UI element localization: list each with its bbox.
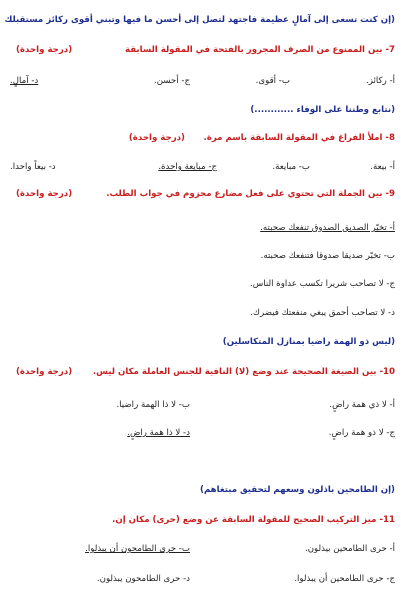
question-9-grade: (درجة واحدة) [16,189,73,199]
question-10-options-row2 [8,428,395,442]
question-9-option-a[interactable]: أ- تخيّر الصديق الصدوق تنفعك صحبته. [260,223,395,233]
quote-3: (ليس ذو الهمة راضيا بمنازل المتكاسلين) [222,337,395,347]
quote-1: (إن كنت تسعى إلى آمالٍ عظيمة فاجتهد لتصل إلى أحسن ما فيها وتبني أقوى ركائز مستقبلك [4,15,395,25]
option-a[interactable]: أ- ركائز. [366,76,395,86]
question-8-grade: (درجة واحدة) [128,133,185,143]
question-7-options [8,76,395,90]
option-d[interactable]: د- آمالٍ. [10,76,39,86]
option-c[interactable]: ج- مبايعة واحدة. [158,162,217,172]
option-b[interactable]: ب- لا ذا الهمة راضيا. [116,400,190,410]
option-a[interactable]: أ- حرى الطامحين بيذلون. [304,544,395,554]
quote-4: (إن الطامحين باذلون وسعهم لتحقيق مبتغاهم) [200,485,395,495]
option-b[interactable]: ب- مبايعة. [272,162,310,172]
option-b[interactable]: ب- حرى الطامحون أن يبذلوا. [85,544,190,554]
question-7-grade: (درجة واحدة) [16,45,73,55]
option-b[interactable]: ب- أقوى. [255,76,290,86]
option-a[interactable]: أ- لا ذي همة راضٍ. [329,400,395,410]
option-c[interactable]: ج- لا ذو همة راضٍ. [328,428,395,438]
question-11-text: 11- ميز التركيب الصحيح للمقولة السابقة عن وضع (حرى) مكان إن. [112,515,395,525]
question-7 [8,44,395,57]
question-8 [8,132,395,145]
question-10 [8,366,395,379]
question-9-option-d[interactable]: د- لا تصاحب أحمق يبغي منفعتك فيضرك. [250,308,395,318]
question-10-text: 10- بين الصيغة الصحيحة عند وضع (لا) النافية للجنس العاملة مكان ليس. [92,367,395,377]
question-10-grade: (درجة واحدة) [16,367,73,377]
question-7-text: 7- بين الممنوع من الصرف المجرور بالفتحة في المقولة السابقة [124,45,395,55]
question-11 [8,514,395,527]
question-11-options-row1 [8,544,395,558]
quote-2: (نتابع وطننا على الوفاء ............) [250,105,395,115]
question-9-option-c[interactable]: ج- لا تصاحب شريرا تكسب عداوة الناس. [250,279,395,289]
question-8-text: 8- املأ الفراغ في المقولة السابقة باسم مرة. [203,133,395,143]
option-a[interactable]: أ- بيعة. [370,162,395,172]
option-c[interactable]: ج- حرى الطامحين أن يبذلوا. [294,574,395,584]
option-c[interactable]: ج- أحسن. [153,76,190,86]
option-d[interactable]: د- بيعاً واحدا. [10,162,56,172]
question-9 [8,188,395,201]
option-d[interactable]: د- لا ذا همة راضٍ. [127,428,190,438]
question-9-text: 9- بين الجملة التي تحتوي على فعل مضارع مجزوم في جواب الطلب. [106,189,395,199]
question-8-options [8,162,395,176]
question-10-options-row1 [8,400,395,414]
option-d[interactable]: د- حرى الطامحون يبذلون. [96,574,190,584]
question-9-option-b[interactable]: ب- تخيّر صديقا صدوقا فتنفعك صحبته. [260,251,395,261]
question-11-options-row2 [8,574,395,588]
